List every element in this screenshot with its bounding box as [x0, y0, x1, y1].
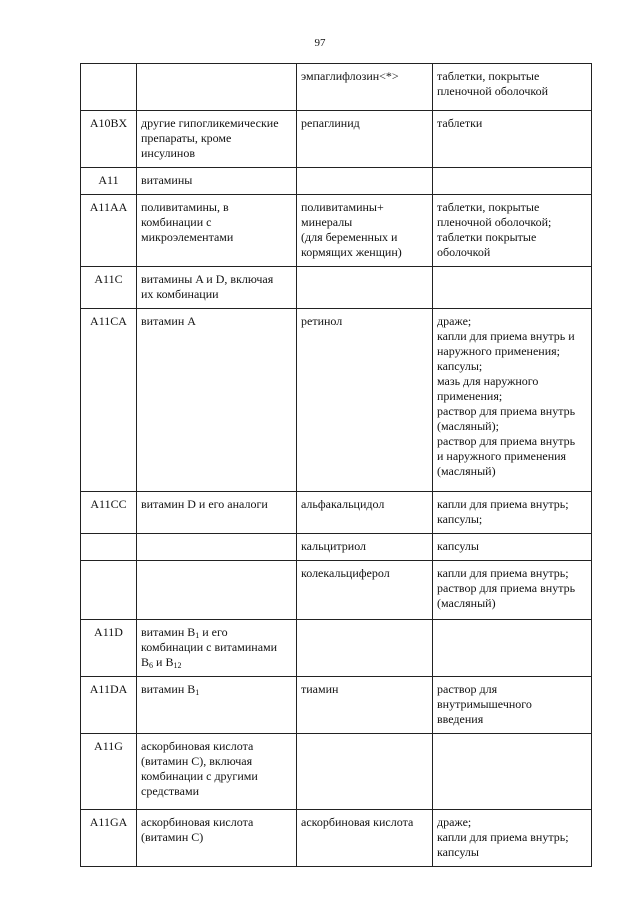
group-line: аскорбиновая кислота	[141, 739, 254, 753]
text-part: B	[141, 655, 150, 669]
group-line: комбинации с	[141, 215, 212, 229]
anatomic-group-cell	[137, 810, 297, 867]
dosage-form-cell	[433, 309, 592, 492]
page-number: 97	[314, 37, 326, 49]
subscript: 1	[195, 631, 200, 640]
group-line: аскорбиновая кислота	[141, 815, 254, 829]
form-line: капли для приема внутрь;	[437, 566, 569, 580]
form-line: капли для приема внутрь;	[437, 830, 569, 844]
table-row	[81, 534, 592, 561]
substance-cell	[297, 111, 433, 168]
group-line: средствами	[141, 784, 200, 798]
atc-code-cell	[81, 561, 137, 620]
group-line: их комбинации	[141, 287, 219, 301]
group-line: микроэлементами	[141, 230, 234, 244]
table-row	[81, 561, 592, 620]
substance-cell	[297, 492, 433, 534]
form-line: применения;	[437, 389, 503, 403]
form-line: капсулы;	[437, 359, 483, 373]
table-row	[81, 111, 592, 168]
form-line: таблетки, покрытые	[437, 200, 540, 214]
form-line: таблетки, покрытые	[437, 69, 540, 83]
anatomic-group-cell	[137, 534, 297, 561]
form-line: раствор для приема внутрь	[437, 581, 576, 595]
substance-line: минералы	[301, 215, 353, 229]
anatomic-group-cell	[137, 168, 297, 195]
dosage-form-cell	[433, 677, 592, 734]
form-line: раствор для приема внутрь	[437, 404, 576, 418]
anatomic-group-cell	[137, 195, 297, 267]
dosage-form-cell	[433, 64, 592, 111]
table-row	[81, 620, 592, 677]
substance-line: колекальциферол	[301, 566, 390, 580]
atc-code-cell: A11C	[81, 267, 137, 309]
vitamin-b-line	[141, 655, 292, 670]
atc-code-cell: A10BX	[81, 111, 137, 168]
atc-code-cell: A11D	[81, 620, 137, 677]
form-line: капли для приема внутрь и	[437, 329, 575, 343]
form-line: таблетки покрытые	[437, 230, 537, 244]
group-line: препараты, кроме	[141, 131, 232, 145]
atc-code-cell: A11G	[81, 734, 137, 810]
anatomic-group-cell	[137, 111, 297, 168]
atc-code-cell	[81, 64, 137, 111]
substance-line: кормящих женщин)	[301, 245, 402, 259]
group-line: другие гипогликемические	[141, 116, 279, 130]
form-line: (масляный);	[437, 419, 499, 433]
dosage-form-cell	[433, 534, 592, 561]
form-line: оболочкой	[437, 245, 491, 259]
anatomic-group-cell	[137, 677, 297, 734]
vitamin-b1-line	[141, 682, 292, 697]
group-line: (витамин C)	[141, 830, 204, 844]
form-line: таблетки	[437, 116, 483, 130]
form-line: мазь для наружного	[437, 374, 539, 388]
drug-table	[80, 63, 592, 867]
anatomic-group-cell	[137, 561, 297, 620]
group-line: витамин D и его аналоги	[141, 497, 268, 511]
group-line: витамин A	[141, 314, 196, 328]
subscript: 12	[173, 661, 182, 670]
substance-cell	[297, 168, 433, 195]
form-line: (масляный)	[437, 596, 496, 610]
group-line: витамины A и D, включая	[141, 272, 274, 286]
drug-table-body	[81, 64, 592, 867]
dosage-form-cell	[433, 620, 592, 677]
substance-line: тиамин	[301, 682, 339, 696]
form-line: пленочной оболочкой	[437, 84, 549, 98]
group-line: (витамин C), включая	[141, 754, 253, 768]
substance-cell	[297, 64, 433, 111]
group-line: комбинации с другими	[141, 769, 258, 783]
dosage-form-cell	[433, 111, 592, 168]
vitamin-b-line	[141, 625, 292, 640]
form-line: пленочной оболочкой;	[437, 215, 552, 229]
form-line: драже;	[437, 815, 472, 829]
substance-cell	[297, 561, 433, 620]
table-row	[81, 810, 592, 867]
anatomic-group-cell	[137, 620, 297, 677]
atc-code-cell: A11DA	[81, 677, 137, 734]
substance-cell	[297, 734, 433, 810]
table-row	[81, 677, 592, 734]
group-line: витамины	[141, 173, 193, 187]
dosage-form-cell	[433, 734, 592, 810]
table-row	[81, 195, 592, 267]
table-row	[81, 309, 592, 492]
atc-code-cell: A11GA	[81, 810, 137, 867]
group-line: инсулинов	[141, 146, 195, 160]
form-line: капсулы	[437, 845, 479, 859]
substance-cell	[297, 534, 433, 561]
dosage-form-cell	[433, 561, 592, 620]
substance-line: аскорбиновая кислота	[301, 815, 414, 829]
form-line: драже;	[437, 314, 472, 328]
form-line: (масляный)	[437, 464, 496, 478]
anatomic-group-cell	[137, 267, 297, 309]
atc-code-cell: A11	[81, 168, 137, 195]
subscript: 1	[195, 688, 200, 697]
vitamin-b-line: комбинации с витаминами	[141, 640, 278, 654]
form-line: капли для приема внутрь;	[437, 497, 569, 511]
dosage-form-cell	[433, 168, 592, 195]
substance-line: поливитамины+	[301, 200, 384, 214]
form-line: и наружного применения	[437, 449, 567, 463]
text-part: витамин B	[141, 682, 196, 696]
dosage-form-cell	[433, 267, 592, 309]
table-row	[81, 64, 592, 111]
group-line: поливитамины, в	[141, 200, 229, 214]
dosage-form-cell	[433, 492, 592, 534]
anatomic-group-cell	[137, 64, 297, 111]
atc-code-cell: A11AA	[81, 195, 137, 267]
dosage-form-cell	[433, 810, 592, 867]
substance-line: альфакальцидол	[301, 497, 385, 511]
form-line: внутримышечного	[437, 697, 532, 711]
substance-cell	[297, 810, 433, 867]
atc-code-cell	[81, 534, 137, 561]
anatomic-group-cell	[137, 309, 297, 492]
substance-line: эмпаглифлозин<*>	[301, 69, 399, 83]
substance-cell	[297, 195, 433, 267]
substance-cell	[297, 620, 433, 677]
form-line: капсулы;	[437, 512, 483, 526]
form-line: раствор для	[437, 682, 498, 696]
substance-cell	[297, 267, 433, 309]
table-row	[81, 168, 592, 195]
text-part: и B	[153, 655, 174, 669]
anatomic-group-cell	[137, 734, 297, 810]
table-row	[81, 734, 592, 810]
table-row	[81, 267, 592, 309]
form-line: раствор для приема внутрь	[437, 434, 576, 448]
substance-line: кальцитриол	[301, 539, 367, 553]
text-part: и его	[199, 625, 228, 639]
substance-cell	[297, 309, 433, 492]
form-line: введения	[437, 712, 484, 726]
substance-line: (для беременных и	[301, 230, 398, 244]
atc-code-cell: A11CA	[81, 309, 137, 492]
substance-line: репаглинид	[301, 116, 360, 130]
text-part: витамин B	[141, 625, 196, 639]
substance-line: ретинол	[301, 314, 343, 328]
substance-cell	[297, 677, 433, 734]
anatomic-group-cell	[137, 492, 297, 534]
subscript: 6	[149, 661, 154, 670]
form-line: наружного применения;	[437, 344, 560, 358]
table-row	[81, 492, 592, 534]
form-line: капсулы	[437, 539, 479, 553]
atc-code-cell: A11CC	[81, 492, 137, 534]
dosage-form-cell	[433, 195, 592, 267]
